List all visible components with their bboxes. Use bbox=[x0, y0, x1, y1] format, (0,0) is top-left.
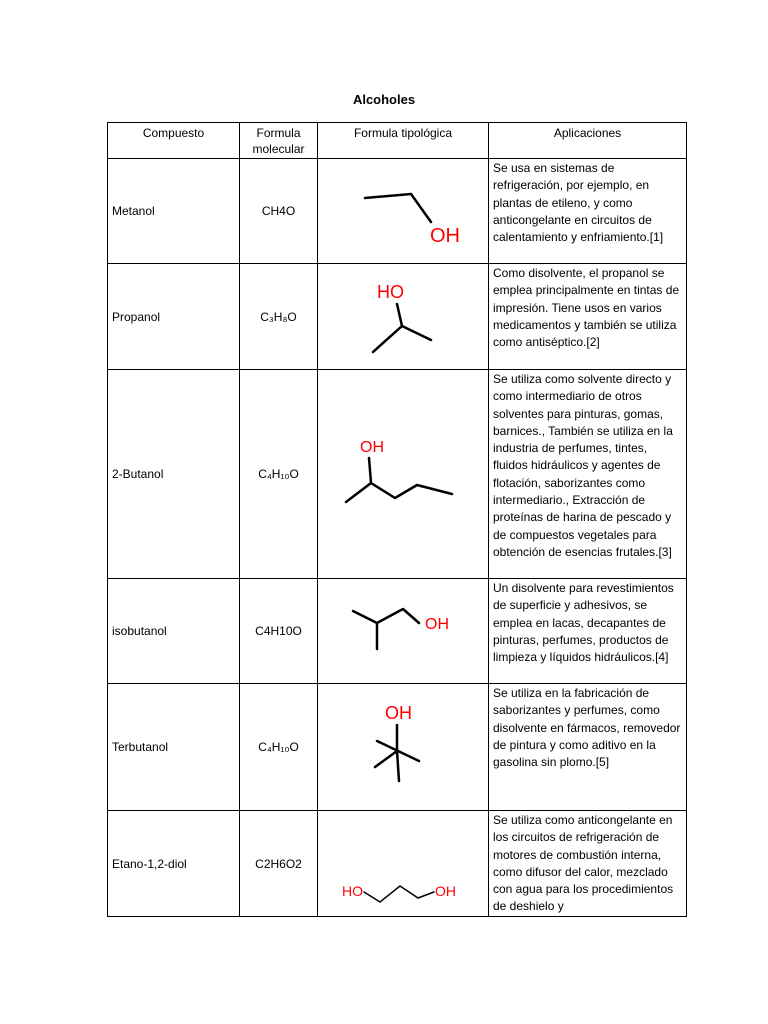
metanol-structure bbox=[343, 176, 463, 246]
table-row bbox=[108, 579, 687, 684]
applications-text: Se utiliza en la fabricación de saborizantes y perfumes, como disolvente en fármacos, removedor de pintura y como aditivo en la gasolina sin plomo.[5] bbox=[489, 684, 687, 811]
hydroxyl-label: OH bbox=[385, 703, 412, 723]
isobutanol-structure bbox=[343, 601, 463, 661]
carbon-chain bbox=[365, 194, 431, 222]
applications-text: Se utiliza como anticongelante en los circuitos de refrigeración de motores de combustión interna, como difusor del calor, mezclado con agua para los procedimientos de deshielo y bbox=[489, 811, 687, 917]
applications-text: Se utiliza como solvente directo y como intermediario de otros solventes para pinturas, gomas, barnices., También se utiliza en la industria de perfumes, tintes, fluidos hidráulicos y agentes de flotación, saborizantes como intermediario., Extracción de proteínas de harina de pescado y de compuestos vegetales para obtención de esencias frutales.[3] bbox=[489, 370, 687, 579]
hydroxyl-label: OH bbox=[430, 225, 460, 246]
compound-name: isobutanol bbox=[108, 579, 240, 684]
terbutanol-structure bbox=[343, 697, 463, 797]
applications-text: Se usa en sistemas de refrigeración, por ejemplo, en plantas de etileno, y como anticongelante en circuitos de calentamiento y enfriamiento.[1] bbox=[489, 159, 687, 264]
structure-cell bbox=[318, 264, 489, 370]
hydroxyl-label-right: OH bbox=[435, 883, 456, 899]
applications-text: Un disolvente para revestimientos de superficie y adhesivos, se emplea en lacas, decapantes de pinturas, perfumes, productos de limpieza y líquidos hidráulicos.[4] bbox=[489, 579, 687, 684]
header-row bbox=[108, 123, 687, 159]
table-row bbox=[108, 264, 687, 370]
structure-cell bbox=[318, 159, 489, 264]
molecular-formula: C2H6O2 bbox=[240, 811, 318, 917]
table-row bbox=[108, 811, 687, 917]
carbon-chain bbox=[364, 886, 434, 902]
header-formula-tipologica: Formula tipológica bbox=[318, 123, 489, 159]
header-formula-molecular: Formula molecular bbox=[240, 123, 318, 159]
carbon-chain bbox=[346, 483, 452, 502]
methyl-bond bbox=[375, 751, 397, 767]
propanol-structure bbox=[343, 277, 463, 357]
methyl-bond bbox=[397, 751, 399, 781]
header-compuesto: Compuesto bbox=[108, 123, 240, 159]
compound-name: 2-Butanol bbox=[108, 370, 240, 579]
compound-name: Propanol bbox=[108, 264, 240, 370]
table-row bbox=[108, 370, 687, 579]
molecular-formula: C₄H₁₀O bbox=[240, 370, 318, 579]
hydroxyl-label: OH bbox=[425, 616, 449, 633]
structure-cell bbox=[318, 370, 489, 579]
structure-cell bbox=[318, 684, 489, 811]
applications-text: Como disolvente, el propanol se emplea principalmente en tintas de impresión. Tiene usos en varios medicamentos y también se utiliza como antiséptico.[2] bbox=[489, 264, 687, 370]
table-row bbox=[108, 684, 687, 811]
molecular-formula: C₄H₁₀O bbox=[240, 684, 318, 811]
compound-name: Metanol bbox=[108, 159, 240, 264]
compound-name: Terbutanol bbox=[108, 684, 240, 811]
carbon-chain bbox=[373, 326, 431, 352]
hydroxyl-label: HO bbox=[377, 281, 404, 302]
hydroxyl-label-left: HO bbox=[342, 883, 363, 899]
structure-cell bbox=[318, 579, 489, 684]
2-butanol-structure bbox=[333, 434, 473, 514]
table-row bbox=[108, 159, 687, 264]
oh-bond bbox=[397, 304, 402, 326]
molecular-formula: C4H10O bbox=[240, 579, 318, 684]
compound-name: Etano-1,2-diol bbox=[108, 811, 240, 917]
alcohols-table bbox=[107, 122, 687, 917]
molecular-formula: C₃H₈O bbox=[240, 264, 318, 370]
header-aplicaciones: Aplicaciones bbox=[489, 123, 687, 159]
hydroxyl-label: OH bbox=[360, 439, 384, 456]
carbon-chain bbox=[353, 609, 419, 623]
document-title: Alcoholes bbox=[352, 92, 416, 107]
etanodiol-structure bbox=[338, 872, 468, 912]
oh-bond bbox=[369, 458, 371, 483]
structure-cell bbox=[318, 811, 489, 917]
molecular-formula: CH4O bbox=[240, 159, 318, 264]
